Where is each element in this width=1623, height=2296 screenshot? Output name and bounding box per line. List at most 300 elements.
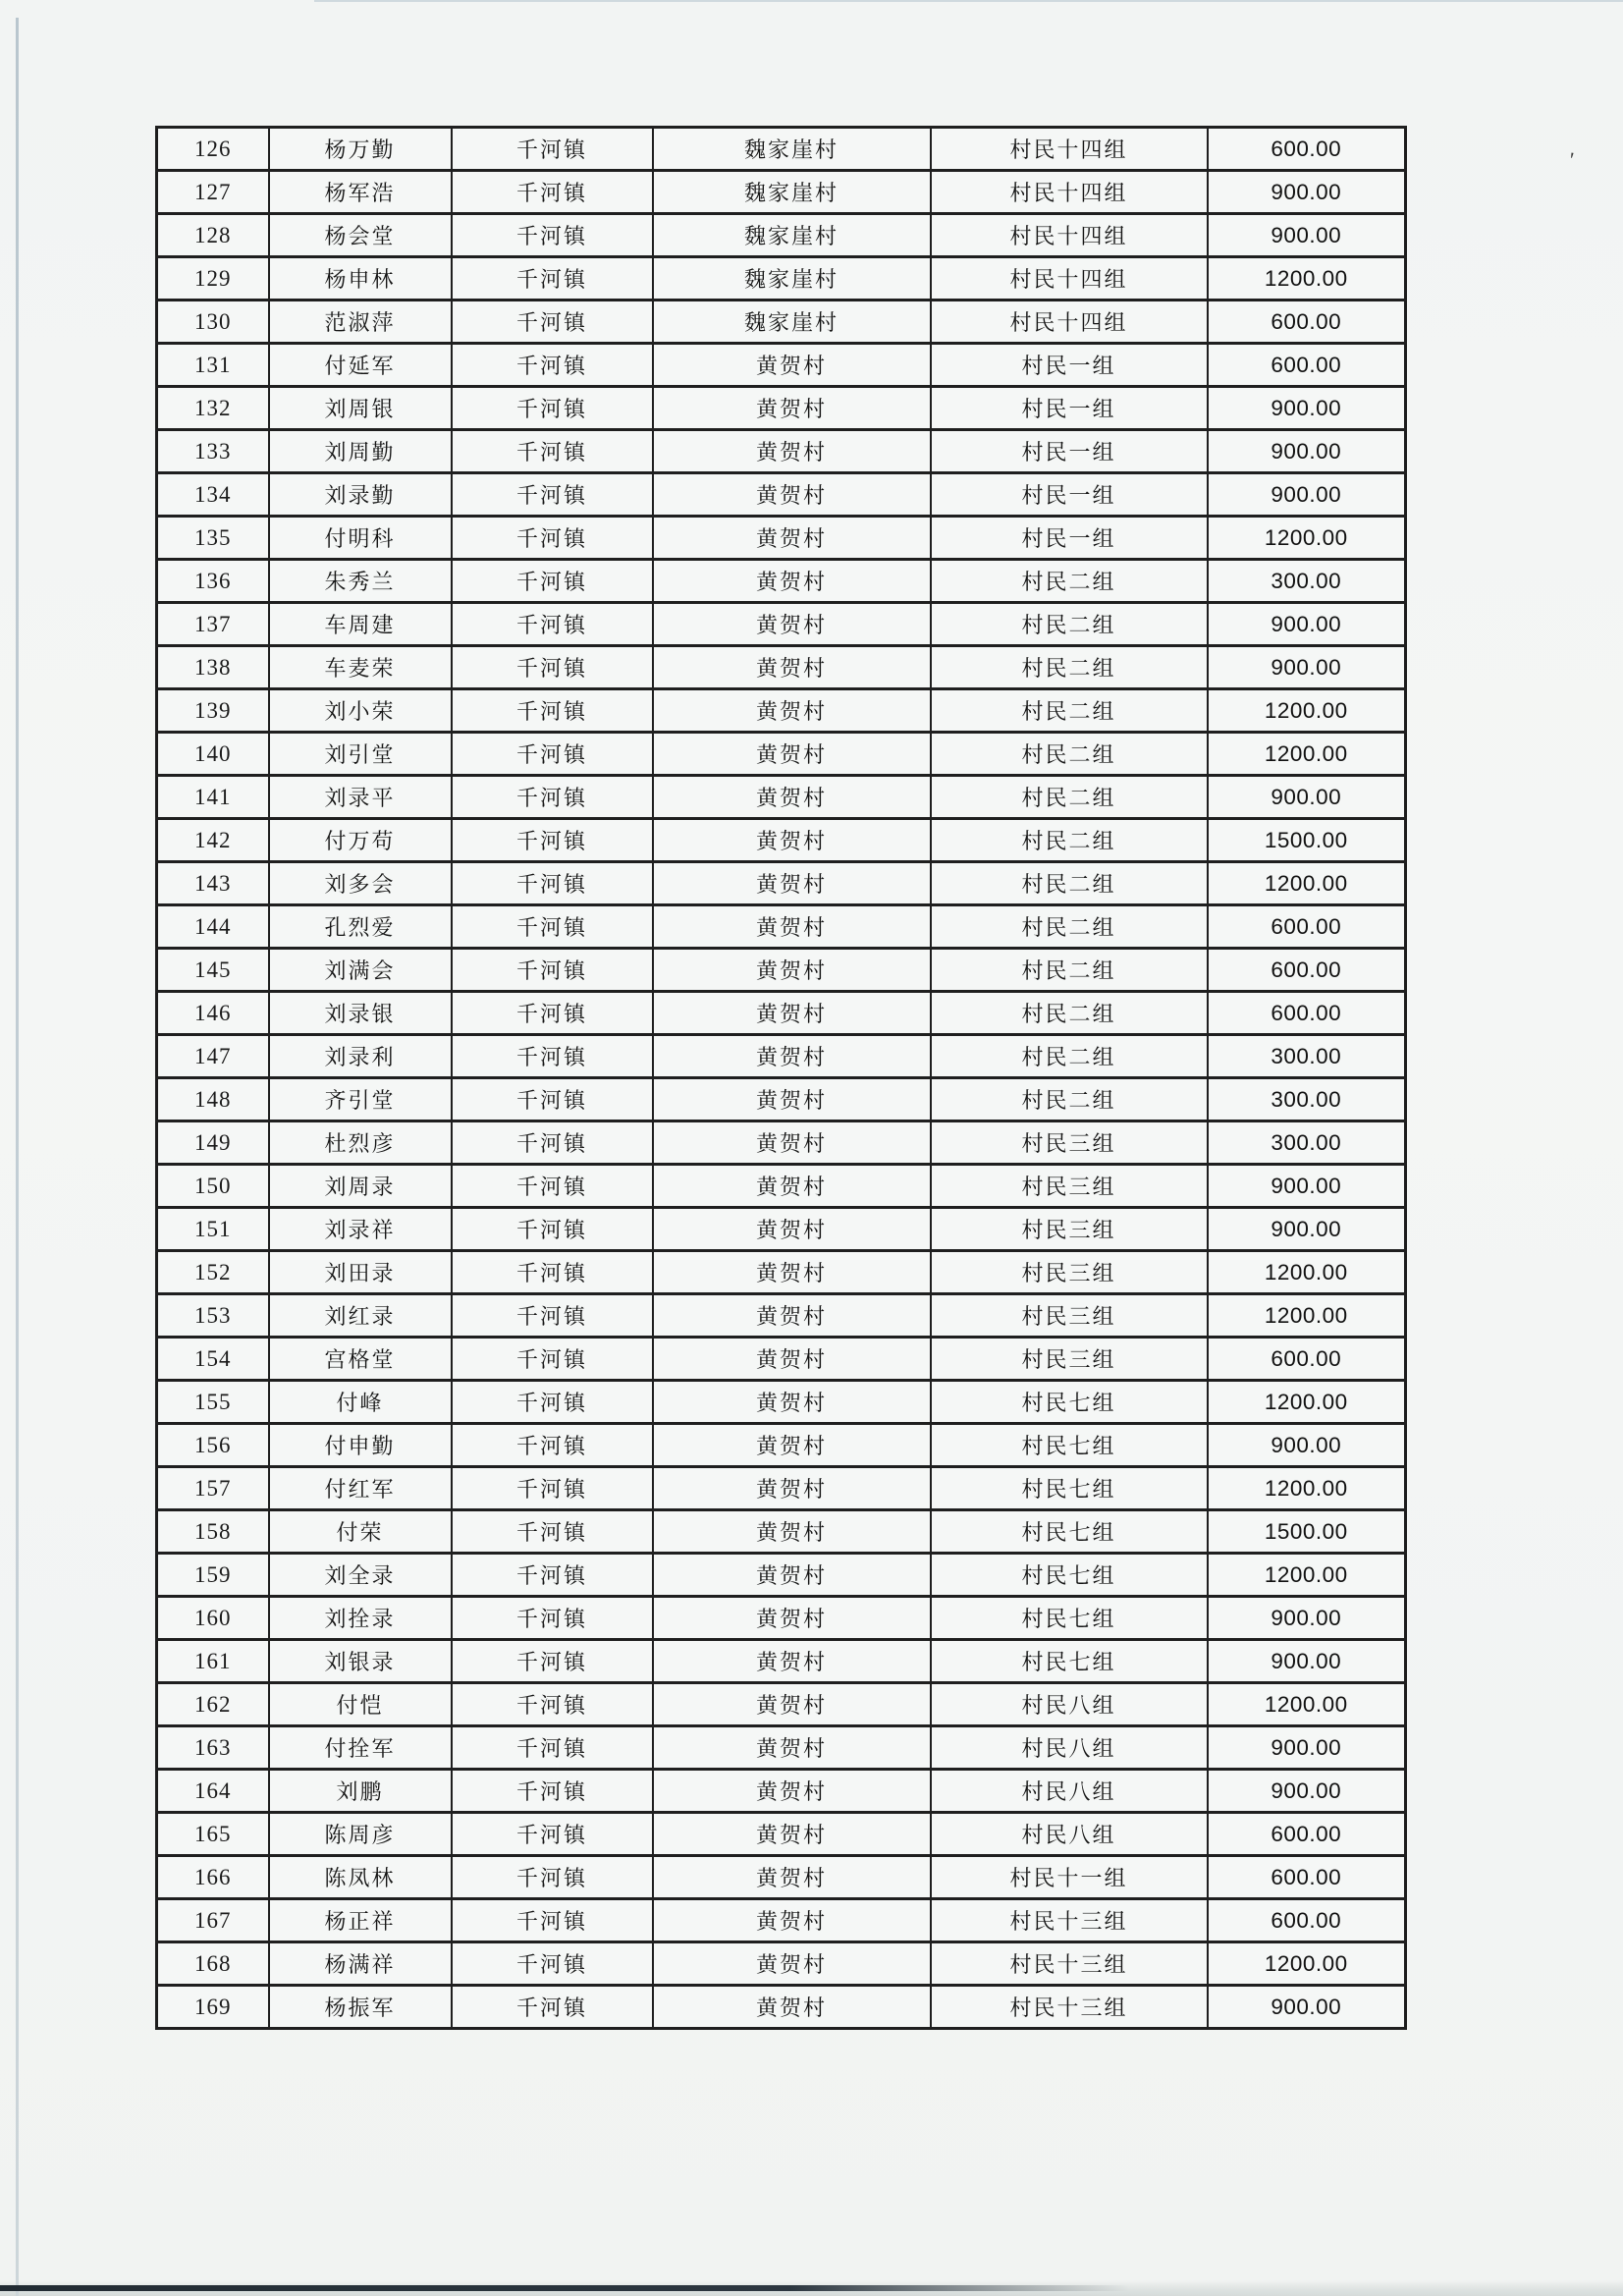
cell-village: 魏家崖村 <box>653 301 931 344</box>
cell-town: 千河镇 <box>452 646 653 689</box>
cell-serial-number: 134 <box>157 473 269 517</box>
cell-person-name: 刘满会 <box>269 949 452 992</box>
table-row <box>157 1813 1406 1856</box>
cell-amount: 600.00 <box>1208 992 1406 1035</box>
cell-town: 千河镇 <box>452 1510 653 1554</box>
table-row <box>157 905 1406 949</box>
cell-amount: 600.00 <box>1208 1813 1406 1856</box>
cell-person-name: 刘小荣 <box>269 689 452 733</box>
cell-town: 千河镇 <box>452 1251 653 1294</box>
cell-village: 黄贺村 <box>653 387 931 430</box>
cell-person-name: 范淑萍 <box>269 301 452 344</box>
table-row <box>157 949 1406 992</box>
cell-serial-number: 133 <box>157 430 269 473</box>
cell-villager-group: 村民二组 <box>931 1035 1208 1078</box>
cell-village: 黄贺村 <box>653 1899 931 1942</box>
cell-amount: 900.00 <box>1208 1726 1406 1770</box>
cell-villager-group: 村民二组 <box>931 603 1208 646</box>
cell-person-name: 付峰 <box>269 1381 452 1424</box>
cell-villager-group: 村民十三组 <box>931 1942 1208 1986</box>
cell-serial-number: 128 <box>157 214 269 257</box>
cell-person-name: 刘银录 <box>269 1640 452 1683</box>
cell-person-name: 刘录平 <box>269 776 452 819</box>
cell-village: 黄贺村 <box>653 1251 931 1294</box>
cell-town: 千河镇 <box>452 1640 653 1683</box>
cell-village: 魏家崖村 <box>653 214 931 257</box>
cell-villager-group: 村民一组 <box>931 517 1208 560</box>
cell-village: 黄贺村 <box>653 1726 931 1770</box>
cell-village: 黄贺村 <box>653 1986 931 2029</box>
table-row <box>157 1424 1406 1467</box>
cell-amount: 600.00 <box>1208 905 1406 949</box>
table-row <box>157 1554 1406 1597</box>
table-row <box>157 1986 1406 2029</box>
cell-person-name: 刘周银 <box>269 387 452 430</box>
cell-villager-group: 村民十一组 <box>931 1856 1208 1899</box>
cell-villager-group: 村民二组 <box>931 905 1208 949</box>
cell-town: 千河镇 <box>452 603 653 646</box>
cell-village: 黄贺村 <box>653 776 931 819</box>
cell-villager-group: 村民三组 <box>931 1208 1208 1251</box>
cell-serial-number: 143 <box>157 862 269 905</box>
cell-amount: 900.00 <box>1208 776 1406 819</box>
cell-person-name: 刘多会 <box>269 862 452 905</box>
cell-village: 黄贺村 <box>653 905 931 949</box>
cell-amount: 600.00 <box>1208 1338 1406 1381</box>
cell-village: 黄贺村 <box>653 603 931 646</box>
table-row <box>157 1942 1406 1986</box>
cell-villager-group: 村民七组 <box>931 1597 1208 1640</box>
table-row <box>157 1640 1406 1683</box>
cell-amount: 1200.00 <box>1208 1683 1406 1726</box>
cell-village: 黄贺村 <box>653 1294 931 1338</box>
cell-person-name: 杨万勤 <box>269 128 452 171</box>
cell-amount: 1200.00 <box>1208 689 1406 733</box>
cell-person-name: 杜烈彦 <box>269 1121 452 1165</box>
cell-town: 千河镇 <box>452 1597 653 1640</box>
cell-person-name: 孔烈爱 <box>269 905 452 949</box>
cell-town: 千河镇 <box>452 1726 653 1770</box>
cell-serial-number: 158 <box>157 1510 269 1554</box>
cell-village: 黄贺村 <box>653 1467 931 1510</box>
cell-person-name: 刘红录 <box>269 1294 452 1338</box>
cell-villager-group: 村民八组 <box>931 1683 1208 1726</box>
cell-village: 魏家崖村 <box>653 128 931 171</box>
cell-serial-number: 149 <box>157 1121 269 1165</box>
table-row <box>157 1251 1406 1294</box>
cell-village: 黄贺村 <box>653 862 931 905</box>
cell-serial-number: 136 <box>157 560 269 603</box>
cell-person-name: 刘全录 <box>269 1554 452 1597</box>
table-row <box>157 1078 1406 1121</box>
cell-village: 黄贺村 <box>653 1424 931 1467</box>
cell-villager-group: 村民七组 <box>931 1640 1208 1683</box>
cell-amount: 600.00 <box>1208 1856 1406 1899</box>
cell-person-name: 刘田录 <box>269 1251 452 1294</box>
cell-serial-number: 140 <box>157 733 269 776</box>
cell-serial-number: 151 <box>157 1208 269 1251</box>
cell-town: 千河镇 <box>452 1165 653 1208</box>
cell-village: 黄贺村 <box>653 1165 931 1208</box>
cell-serial-number: 167 <box>157 1899 269 1942</box>
cell-village: 黄贺村 <box>653 1381 931 1424</box>
table-row <box>157 1683 1406 1726</box>
cell-town: 千河镇 <box>452 387 653 430</box>
cell-village: 黄贺村 <box>653 689 931 733</box>
cell-person-name: 车麦荣 <box>269 646 452 689</box>
cell-village: 黄贺村 <box>653 1683 931 1726</box>
cell-villager-group: 村民二组 <box>931 560 1208 603</box>
scan-edge-line-top <box>314 0 1623 2</box>
cell-villager-group: 村民十四组 <box>931 301 1208 344</box>
cell-serial-number: 146 <box>157 992 269 1035</box>
cell-serial-number: 159 <box>157 1554 269 1597</box>
cell-amount: 600.00 <box>1208 949 1406 992</box>
cell-town: 千河镇 <box>452 1381 653 1424</box>
cell-village: 黄贺村 <box>653 1035 931 1078</box>
table-row <box>157 171 1406 214</box>
cell-town: 千河镇 <box>452 1942 653 1986</box>
cell-town: 千河镇 <box>452 1467 653 1510</box>
cell-villager-group: 村民二组 <box>931 1078 1208 1121</box>
cell-villager-group: 村民十三组 <box>931 1986 1208 2029</box>
cell-town: 千河镇 <box>452 128 653 171</box>
cell-villager-group: 村民三组 <box>931 1165 1208 1208</box>
cell-amount: 900.00 <box>1208 473 1406 517</box>
cell-town: 千河镇 <box>452 1208 653 1251</box>
cell-person-name: 杨满祥 <box>269 1942 452 1986</box>
cell-village: 黄贺村 <box>653 1078 931 1121</box>
cell-town: 千河镇 <box>452 560 653 603</box>
cell-amount: 1200.00 <box>1208 1467 1406 1510</box>
cell-serial-number: 161 <box>157 1640 269 1683</box>
cell-amount: 900.00 <box>1208 646 1406 689</box>
cell-amount: 1500.00 <box>1208 1510 1406 1554</box>
cell-town: 千河镇 <box>452 1035 653 1078</box>
cell-serial-number: 126 <box>157 128 269 171</box>
cell-person-name: 付荣 <box>269 1510 452 1554</box>
cell-village: 黄贺村 <box>653 949 931 992</box>
cell-village: 黄贺村 <box>653 1942 931 1986</box>
table-row <box>157 1035 1406 1078</box>
cell-amount: 1200.00 <box>1208 1942 1406 1986</box>
cell-person-name: 刘鹏 <box>269 1770 452 1813</box>
cell-town: 千河镇 <box>452 1856 653 1899</box>
cell-town: 千河镇 <box>452 776 653 819</box>
cell-amount: 300.00 <box>1208 1035 1406 1078</box>
cell-amount: 300.00 <box>1208 1078 1406 1121</box>
cell-serial-number: 145 <box>157 949 269 992</box>
table-row <box>157 1381 1406 1424</box>
cell-person-name: 朱秀兰 <box>269 560 452 603</box>
cell-villager-group: 村民十四组 <box>931 214 1208 257</box>
cell-village: 黄贺村 <box>653 819 931 862</box>
cell-villager-group: 村民二组 <box>931 689 1208 733</box>
cell-person-name: 刘录勤 <box>269 473 452 517</box>
cell-village: 黄贺村 <box>653 733 931 776</box>
cell-villager-group: 村民二组 <box>931 776 1208 819</box>
cell-serial-number: 164 <box>157 1770 269 1813</box>
cell-town: 千河镇 <box>452 1813 653 1856</box>
table-row <box>157 603 1406 646</box>
cell-town: 千河镇 <box>452 992 653 1035</box>
cell-person-name: 刘周录 <box>269 1165 452 1208</box>
cell-serial-number: 162 <box>157 1683 269 1726</box>
table-row <box>157 1294 1406 1338</box>
cell-amount: 900.00 <box>1208 214 1406 257</box>
table-row <box>157 646 1406 689</box>
cell-serial-number: 150 <box>157 1165 269 1208</box>
cell-villager-group: 村民八组 <box>931 1726 1208 1770</box>
table-row <box>157 1770 1406 1813</box>
cell-town: 千河镇 <box>452 301 653 344</box>
cell-amount: 900.00 <box>1208 1597 1406 1640</box>
table-row <box>157 992 1406 1035</box>
table-row <box>157 301 1406 344</box>
cell-village: 黄贺村 <box>653 344 931 387</box>
cell-serial-number: 144 <box>157 905 269 949</box>
cell-serial-number: 129 <box>157 257 269 301</box>
cell-person-name: 刘周勤 <box>269 430 452 473</box>
cell-amount: 900.00 <box>1208 1208 1406 1251</box>
table-row <box>157 517 1406 560</box>
cell-village: 黄贺村 <box>653 1597 931 1640</box>
cell-villager-group: 村民八组 <box>931 1770 1208 1813</box>
cell-amount: 1500.00 <box>1208 819 1406 862</box>
cell-person-name: 付延军 <box>269 344 452 387</box>
cell-villager-group: 村民七组 <box>931 1381 1208 1424</box>
cell-town: 千河镇 <box>452 1986 653 2029</box>
cell-serial-number: 137 <box>157 603 269 646</box>
cell-person-name: 付拴军 <box>269 1726 452 1770</box>
table-row <box>157 473 1406 517</box>
cell-town: 千河镇 <box>452 1078 653 1121</box>
table-row <box>157 560 1406 603</box>
cell-town: 千河镇 <box>452 689 653 733</box>
cell-village: 黄贺村 <box>653 517 931 560</box>
cell-villager-group: 村民三组 <box>931 1294 1208 1338</box>
cell-town: 千河镇 <box>452 430 653 473</box>
cell-serial-number: 142 <box>157 819 269 862</box>
cell-villager-group: 村民二组 <box>931 949 1208 992</box>
cell-amount: 900.00 <box>1208 387 1406 430</box>
cell-village: 黄贺村 <box>653 1121 931 1165</box>
table-row <box>157 344 1406 387</box>
cell-amount: 900.00 <box>1208 1424 1406 1467</box>
cell-person-name: 刘拴录 <box>269 1597 452 1640</box>
cell-villager-group: 村民三组 <box>931 1121 1208 1165</box>
cell-serial-number: 156 <box>157 1424 269 1467</box>
cell-villager-group: 村民十三组 <box>931 1899 1208 1942</box>
cell-amount: 600.00 <box>1208 1899 1406 1942</box>
cell-serial-number: 130 <box>157 301 269 344</box>
cell-village: 黄贺村 <box>653 430 931 473</box>
cell-villager-group: 村民十四组 <box>931 257 1208 301</box>
cell-village: 黄贺村 <box>653 1510 931 1554</box>
cell-serial-number: 132 <box>157 387 269 430</box>
cell-amount: 600.00 <box>1208 128 1406 171</box>
cell-person-name: 齐引堂 <box>269 1078 452 1121</box>
cell-serial-number: 154 <box>157 1338 269 1381</box>
cell-person-name: 杨正祥 <box>269 1899 452 1942</box>
roster-table-body <box>157 128 1406 2029</box>
cell-person-name: 刘录利 <box>269 1035 452 1078</box>
cell-amount: 1200.00 <box>1208 1251 1406 1294</box>
table-row <box>157 689 1406 733</box>
cell-serial-number: 168 <box>157 1942 269 1986</box>
subsidy-roster-table <box>155 126 1407 2030</box>
cell-person-name: 付红军 <box>269 1467 452 1510</box>
cell-serial-number: 139 <box>157 689 269 733</box>
cell-amount: 1200.00 <box>1208 517 1406 560</box>
cell-serial-number: 152 <box>157 1251 269 1294</box>
cell-town: 千河镇 <box>452 1899 653 1942</box>
cell-amount: 900.00 <box>1208 603 1406 646</box>
scan-edge-line-bottom <box>0 2285 1129 2291</box>
table-row <box>157 257 1406 301</box>
cell-amount: 900.00 <box>1208 1770 1406 1813</box>
cell-person-name: 杨申林 <box>269 257 452 301</box>
table-row <box>157 1467 1406 1510</box>
table-row <box>157 776 1406 819</box>
cell-town: 千河镇 <box>452 257 653 301</box>
cell-serial-number: 153 <box>157 1294 269 1338</box>
cell-person-name: 宫格堂 <box>269 1338 452 1381</box>
cell-village: 魏家崖村 <box>653 257 931 301</box>
cell-village: 黄贺村 <box>653 1554 931 1597</box>
scan-speck: ' <box>1566 146 1576 173</box>
cell-villager-group: 村民一组 <box>931 473 1208 517</box>
cell-villager-group: 村民十四组 <box>931 171 1208 214</box>
cell-person-name: 车周建 <box>269 603 452 646</box>
cell-serial-number: 131 <box>157 344 269 387</box>
cell-person-name: 刘引堂 <box>269 733 452 776</box>
cell-serial-number: 165 <box>157 1813 269 1856</box>
cell-amount: 300.00 <box>1208 1121 1406 1165</box>
table-row <box>157 1208 1406 1251</box>
cell-town: 千河镇 <box>452 1294 653 1338</box>
cell-amount: 1200.00 <box>1208 862 1406 905</box>
table-row <box>157 430 1406 473</box>
cell-serial-number: 163 <box>157 1726 269 1770</box>
cell-amount: 1200.00 <box>1208 257 1406 301</box>
cell-serial-number: 135 <box>157 517 269 560</box>
cell-villager-group: 村民三组 <box>931 1251 1208 1294</box>
cell-person-name: 陈周彦 <box>269 1813 452 1856</box>
table-row <box>157 1338 1406 1381</box>
cell-amount: 600.00 <box>1208 301 1406 344</box>
cell-villager-group: 村民二组 <box>931 862 1208 905</box>
cell-amount: 900.00 <box>1208 1640 1406 1683</box>
table-row <box>157 1856 1406 1899</box>
cell-villager-group: 村民七组 <box>931 1554 1208 1597</box>
cell-serial-number: 166 <box>157 1856 269 1899</box>
table-row <box>157 1121 1406 1165</box>
cell-villager-group: 村民二组 <box>931 733 1208 776</box>
cell-town: 千河镇 <box>452 171 653 214</box>
table-row <box>157 387 1406 430</box>
cell-town: 千河镇 <box>452 1424 653 1467</box>
cell-serial-number: 127 <box>157 171 269 214</box>
cell-town: 千河镇 <box>452 862 653 905</box>
cell-amount: 900.00 <box>1208 1986 1406 2029</box>
cell-villager-group: 村民八组 <box>931 1813 1208 1856</box>
cell-town: 千河镇 <box>452 473 653 517</box>
cell-villager-group: 村民一组 <box>931 430 1208 473</box>
cell-serial-number: 157 <box>157 1467 269 1510</box>
cell-village: 黄贺村 <box>653 560 931 603</box>
cell-serial-number: 141 <box>157 776 269 819</box>
cell-town: 千河镇 <box>452 733 653 776</box>
table-row <box>157 862 1406 905</box>
table-row <box>157 214 1406 257</box>
cell-town: 千河镇 <box>452 1338 653 1381</box>
cell-villager-group: 村民三组 <box>931 1338 1208 1381</box>
cell-villager-group: 村民七组 <box>931 1467 1208 1510</box>
cell-town: 千河镇 <box>452 517 653 560</box>
cell-amount: 600.00 <box>1208 344 1406 387</box>
cell-person-name: 付明科 <box>269 517 452 560</box>
cell-town: 千河镇 <box>452 905 653 949</box>
cell-village: 黄贺村 <box>653 1208 931 1251</box>
cell-town: 千河镇 <box>452 214 653 257</box>
cell-amount: 1200.00 <box>1208 1381 1406 1424</box>
cell-serial-number: 148 <box>157 1078 269 1121</box>
cell-person-name: 杨振军 <box>269 1986 452 2029</box>
cell-village: 黄贺村 <box>653 646 931 689</box>
cell-person-name: 杨会堂 <box>269 214 452 257</box>
cell-villager-group: 村民七组 <box>931 1424 1208 1467</box>
cell-serial-number: 138 <box>157 646 269 689</box>
cell-amount: 900.00 <box>1208 171 1406 214</box>
cell-villager-group: 村民一组 <box>931 387 1208 430</box>
cell-town: 千河镇 <box>452 1770 653 1813</box>
cell-person-name: 付申勤 <box>269 1424 452 1467</box>
cell-town: 千河镇 <box>452 1683 653 1726</box>
cell-villager-group: 村民二组 <box>931 819 1208 862</box>
cell-amount: 1200.00 <box>1208 1294 1406 1338</box>
cell-village: 黄贺村 <box>653 1813 931 1856</box>
cell-village: 黄贺村 <box>653 473 931 517</box>
cell-villager-group: 村民十四组 <box>931 128 1208 171</box>
cell-amount: 900.00 <box>1208 430 1406 473</box>
cell-village: 魏家崖村 <box>653 171 931 214</box>
cell-amount: 300.00 <box>1208 560 1406 603</box>
cell-amount: 1200.00 <box>1208 1554 1406 1597</box>
cell-town: 千河镇 <box>452 819 653 862</box>
cell-village: 黄贺村 <box>653 1338 931 1381</box>
cell-villager-group: 村民二组 <box>931 646 1208 689</box>
table-row <box>157 733 1406 776</box>
cell-person-name: 付万苟 <box>269 819 452 862</box>
table-row <box>157 1726 1406 1770</box>
cell-town: 千河镇 <box>452 949 653 992</box>
cell-villager-group: 村民一组 <box>931 344 1208 387</box>
table-row <box>157 819 1406 862</box>
cell-person-name: 付恺 <box>269 1683 452 1726</box>
cell-town: 千河镇 <box>452 1121 653 1165</box>
table-row <box>157 1510 1406 1554</box>
table-row <box>157 128 1406 171</box>
scan-edge-line-left <box>16 18 19 2296</box>
cell-serial-number: 155 <box>157 1381 269 1424</box>
cell-villager-group: 村民七组 <box>931 1510 1208 1554</box>
table-row <box>157 1165 1406 1208</box>
table-row <box>157 1899 1406 1942</box>
cell-serial-number: 147 <box>157 1035 269 1078</box>
cell-person-name: 刘录银 <box>269 992 452 1035</box>
cell-village: 黄贺村 <box>653 1640 931 1683</box>
